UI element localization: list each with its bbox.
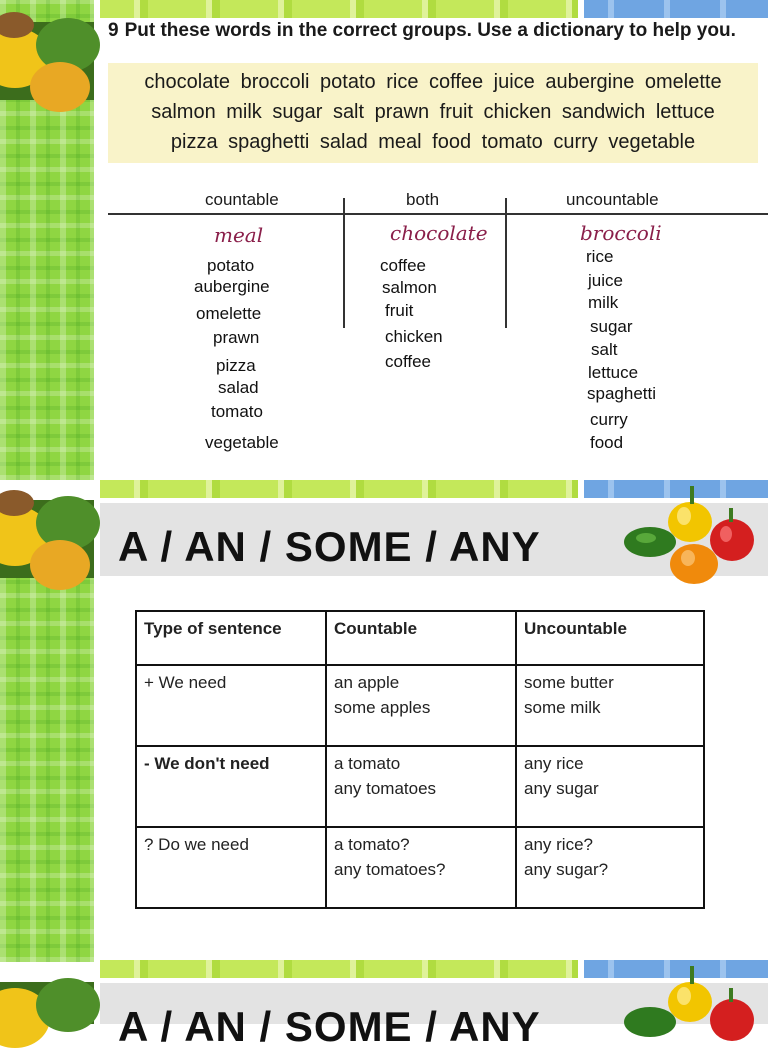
answer-countable: vegetable — [205, 433, 279, 452]
slide-title: A / AN / SOME / ANY — [118, 1003, 541, 1050]
answer-uncountable: lettuce — [588, 363, 639, 382]
fruit-decoration — [0, 500, 94, 578]
cell-line: some milk — [524, 698, 601, 717]
word-line: salmon milk sugar salt prawn fruit chicken sandwich lettuce — [151, 101, 715, 123]
cell-line: any tomatoes — [334, 779, 437, 798]
table-row — [136, 746, 704, 827]
answer-uncountable: juice — [588, 271, 623, 290]
table-header-cell: Countable — [326, 611, 516, 665]
answer-countable: prawn — [213, 328, 260, 347]
cell-line: some apples — [334, 698, 431, 717]
table-row — [136, 827, 704, 908]
peppers-decoration — [622, 482, 762, 592]
table-row — [136, 665, 704, 746]
countable-cell — [326, 665, 516, 746]
example-countable: meal — [214, 223, 264, 247]
cell-line: any rice — [524, 754, 584, 773]
table-header-cell: Uncountable — [516, 611, 704, 665]
table-header-cell: Type of sentence — [136, 611, 326, 665]
example-uncountable: broccoli — [580, 221, 662, 245]
example-both: chocolate — [390, 221, 488, 245]
instruction-text: Put these words in the correct groups. Use a dictionary to help you. — [124, 20, 736, 41]
column-heading-countable: countable — [205, 190, 279, 209]
cell-line: an apple — [334, 673, 400, 692]
sentence-type-cell: ? Do we need — [136, 827, 326, 908]
fruit-decoration — [0, 22, 94, 100]
cell-line: a tomato? — [334, 835, 410, 854]
fruit-decoration — [0, 982, 94, 1024]
cell-line: any sugar? — [524, 860, 609, 879]
countable-cell — [326, 827, 516, 908]
answer-countable: omelette — [196, 304, 262, 323]
answer-both: coffee — [380, 256, 427, 275]
cell-line: a tomato — [334, 754, 401, 773]
answer-both: chicken — [385, 327, 443, 346]
answer-both: fruit — [385, 301, 414, 320]
sentence-type-cell: - We don't need — [136, 746, 326, 827]
answer-countable: pizza — [216, 356, 256, 375]
answer-countable: tomato — [211, 402, 263, 421]
word-box — [108, 63, 758, 163]
cell-line: some butter — [524, 673, 614, 692]
cell-line: any rice? — [524, 835, 593, 854]
answer-uncountable: milk — [588, 293, 619, 312]
grammar-table — [135, 610, 705, 909]
exercise-instruction — [108, 20, 736, 42]
peppers-decoration — [622, 962, 762, 1024]
sentence-type-cell: + We need — [136, 665, 326, 746]
uncountable-cell — [516, 746, 704, 827]
answer-countable: aubergine — [194, 277, 270, 296]
answer-uncountable: rice — [586, 247, 614, 266]
uncountable-cell — [516, 665, 704, 746]
answer-both: coffee — [385, 352, 432, 371]
cell-line: any tomatoes? — [334, 860, 446, 879]
answer-both: salmon — [382, 278, 437, 297]
word-line: chocolate broccoli potato rice coffee juice aubergine omelette — [144, 71, 722, 93]
exercise-number: 9 — [108, 20, 119, 41]
answer-countable: salad — [218, 378, 259, 397]
column-heading-uncountable: uncountable — [566, 190, 659, 209]
slide-title: A / AN / SOME / ANY — [118, 523, 541, 570]
table-divider-vertical — [343, 198, 345, 328]
cell-line: any sugar — [524, 779, 599, 798]
answer-countable: potato — [207, 256, 255, 275]
uncountable-cell — [516, 827, 704, 908]
answer-uncountable: salt — [591, 340, 618, 359]
answer-uncountable: sugar — [590, 317, 633, 336]
answer-uncountable: food — [590, 433, 624, 452]
table-divider-vertical — [505, 198, 507, 328]
decor-stripe-top — [100, 0, 768, 18]
word-line: pizza spaghetti salad meal food tomato curry vegetable — [170, 131, 696, 153]
column-heading-both: both — [406, 190, 440, 209]
table-divider-horizontal — [108, 213, 768, 215]
answer-uncountable: curry — [590, 410, 628, 429]
countable-cell — [326, 746, 516, 827]
answer-uncountable: spaghetti — [587, 384, 656, 403]
